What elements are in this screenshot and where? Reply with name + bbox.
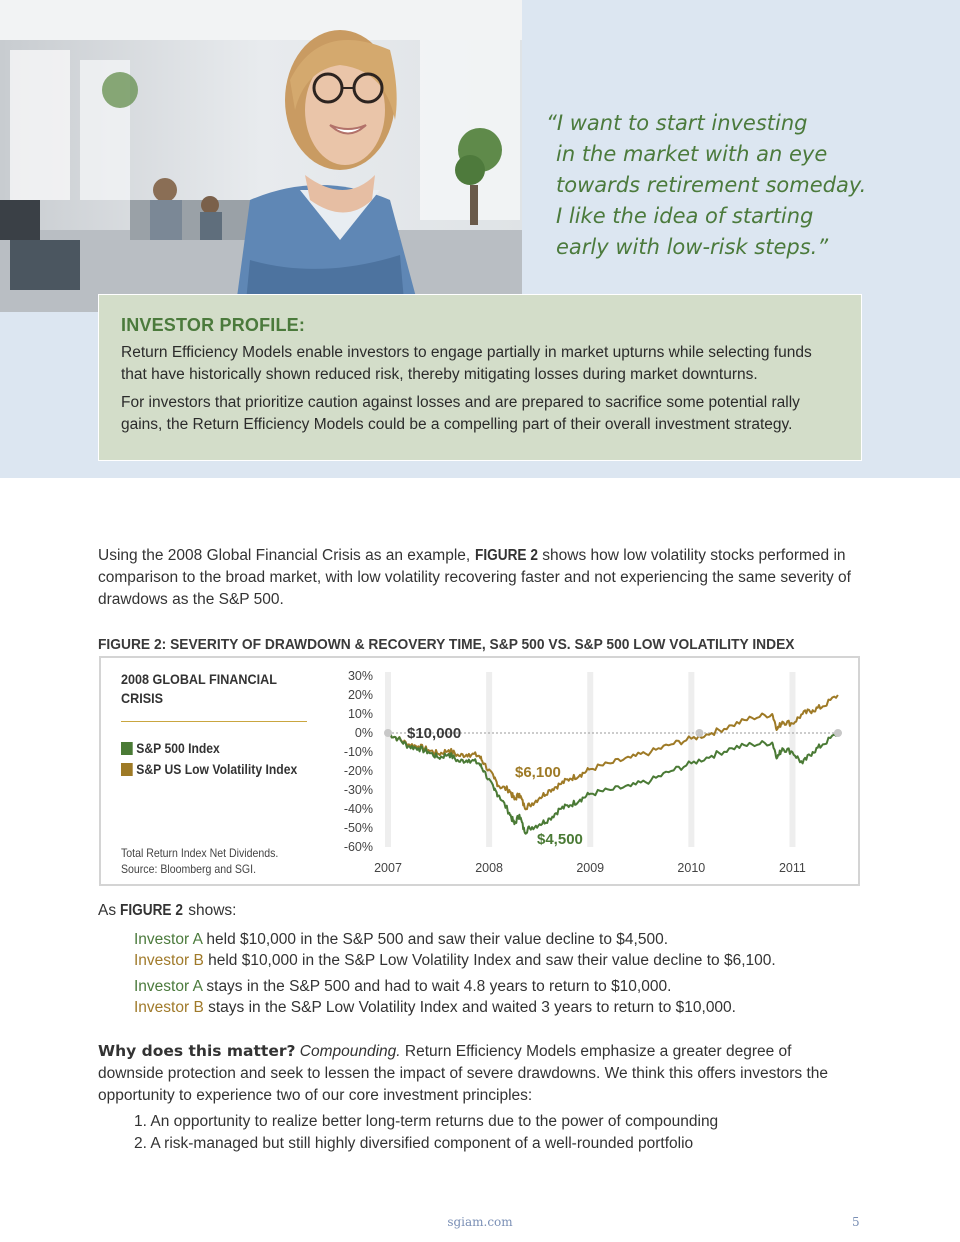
annotation-lowvol-trough: $6,100 bbox=[515, 764, 561, 781]
y-tick-label: -50% bbox=[343, 821, 373, 835]
legend-label-lowvol: S&P US Low Volatility Index bbox=[136, 762, 298, 777]
intro-text-after: shows how low volatility stocks performed in comparison to the broad market, with low volatility recovering faster and not experiencing the same severity of drawdows as the S&P 500. bbox=[98, 547, 851, 608]
y-tick-label: 0% bbox=[354, 726, 373, 740]
why-heading: Why does this matter? bbox=[98, 1042, 296, 1060]
x-tick-label: 2007 bbox=[374, 861, 402, 875]
y-tick-label: -60% bbox=[343, 840, 373, 854]
x-gridband bbox=[385, 672, 391, 847]
breakeven-marker bbox=[384, 729, 392, 737]
y-tick-label: -20% bbox=[343, 764, 373, 778]
why-emphasis: Compounding. bbox=[299, 1043, 401, 1060]
chart-plot-area bbox=[101, 658, 858, 884]
x-gridband bbox=[789, 672, 795, 847]
principle-item-2: 2. A risk-managed but still highly diversified component of a well-rounded portfolio bbox=[134, 1135, 694, 1152]
annotation-sp500-trough: $4,500 bbox=[537, 831, 583, 848]
legend-label-sp500: S&P 500 Index bbox=[136, 741, 220, 756]
investor-row bbox=[134, 976, 776, 997]
y-tick-label: -10% bbox=[343, 745, 373, 759]
intro-figure-ref: FIGURE 2 bbox=[474, 547, 538, 564]
y-tick-label: -40% bbox=[343, 802, 373, 816]
footer-url[interactable]: sgiam.com bbox=[447, 1215, 513, 1229]
figure-2-chart bbox=[99, 656, 860, 886]
hero-section bbox=[0, 0, 960, 478]
why-body: Return Efficiency Models emphasize a greater degree of downside protection and seek to lessen the impact of severe drawdowns. We think this offers investors the opportunity to experience two of our core investment principles: bbox=[98, 1043, 829, 1104]
investor-b-label: Investor B bbox=[134, 952, 204, 969]
principle-item-1: 1. An opportunity to realize better long-term returns due to the power of compounding bbox=[134, 1113, 719, 1130]
x-tick-label: 2008 bbox=[475, 861, 504, 875]
x-tick-label: 2010 bbox=[677, 861, 706, 875]
investor-row bbox=[134, 929, 776, 950]
x-gridband bbox=[587, 672, 593, 847]
shows-figure-ref: FIGURE 2 bbox=[120, 902, 184, 919]
investor-row bbox=[134, 997, 776, 1018]
quote-line-1: “I want to start investing bbox=[546, 111, 808, 135]
quote-line-4: I like the idea of starting bbox=[556, 204, 814, 228]
investor-row-text: held $10,000 in the S&P 500 and saw their value decline to $4,500. bbox=[202, 931, 668, 948]
page-number: 5 bbox=[852, 1215, 860, 1229]
shows-suffix: shows: bbox=[183, 902, 237, 919]
investor-comparison-list bbox=[134, 929, 776, 1018]
investor-quote bbox=[546, 108, 906, 263]
y-tick-label: 10% bbox=[347, 707, 373, 721]
series-line-lowvol bbox=[388, 695, 838, 809]
investor-a-label: Investor A bbox=[134, 931, 203, 948]
investor-row-text: held $10,000 in the S&P Low Volatility Index and saw their value decline to $6,100. bbox=[203, 952, 776, 969]
intro-text-before: Using the 2008 Global Financial Crisis as an example, bbox=[98, 547, 475, 564]
investor-profile-paragraph-1: Return Efficiency Models enable investors to engage partially in market upturns while selecting funds that have historically shown reduced risk, thereby mitigating losses during market downturns. bbox=[121, 344, 812, 383]
investor-profile-title: INVESTOR PROFILE: bbox=[121, 315, 306, 335]
why-it-matters-paragraph bbox=[98, 1040, 858, 1107]
intro-paragraph bbox=[98, 545, 858, 611]
y-tick-label: 20% bbox=[347, 688, 373, 702]
series-line-sp500 bbox=[388, 733, 838, 834]
quote-line-2: in the market with an eye bbox=[556, 142, 828, 166]
chart-note-line-1: Total Return Index Net Dividends. bbox=[121, 846, 279, 860]
investor-row bbox=[134, 950, 776, 971]
shows-prefix: As bbox=[98, 902, 121, 919]
principles-list bbox=[134, 1111, 718, 1155]
investor-profile-paragraph-2: For investors that prioritize caution against losses and are prepared to sacrifice some potential rally gains, the Return Efficiency Models could be a compelling part of their overall investment strategy. bbox=[121, 394, 800, 433]
investor-profile-box bbox=[98, 294, 862, 461]
annotation-start-value: $10,000 bbox=[407, 725, 462, 742]
quote-line-3: towards retirement someday. bbox=[556, 173, 867, 197]
chart-title: 2008 GLOBAL FINANCIAL CRISIS bbox=[121, 671, 277, 706]
x-tick-label: 2011 bbox=[778, 861, 806, 875]
y-tick-label: 30% bbox=[347, 669, 373, 683]
breakeven-marker bbox=[834, 729, 842, 737]
x-tick-label: 2009 bbox=[576, 861, 605, 875]
investor-b-label: Investor B bbox=[134, 999, 204, 1016]
investor-row-text: stays in the S&P Low Volatility Index and waited 3 years to return to $10,000. bbox=[203, 999, 736, 1016]
investor-row-text: stays in the S&P 500 and had to wait 4.8 years to return to $10,000. bbox=[202, 978, 672, 995]
y-tick-label: -30% bbox=[343, 783, 373, 797]
as-figure-shows bbox=[98, 902, 236, 920]
investor-photo bbox=[0, 0, 522, 312]
x-gridband bbox=[486, 672, 492, 847]
breakeven-marker bbox=[695, 729, 703, 737]
x-gridband bbox=[688, 672, 694, 847]
investor-a-label: Investor A bbox=[134, 978, 203, 995]
figure-title: FIGURE 2: SEVERITY OF DRAWDOWN & RECOVERY TIME, S&P 500 VS. S&P 500 LOW VOLATILITY INDEX bbox=[98, 636, 795, 653]
chart-note-line-2: Source: Bloomberg and SGI. bbox=[121, 862, 257, 876]
quote-line-5: early with low-risk steps.” bbox=[556, 235, 829, 259]
